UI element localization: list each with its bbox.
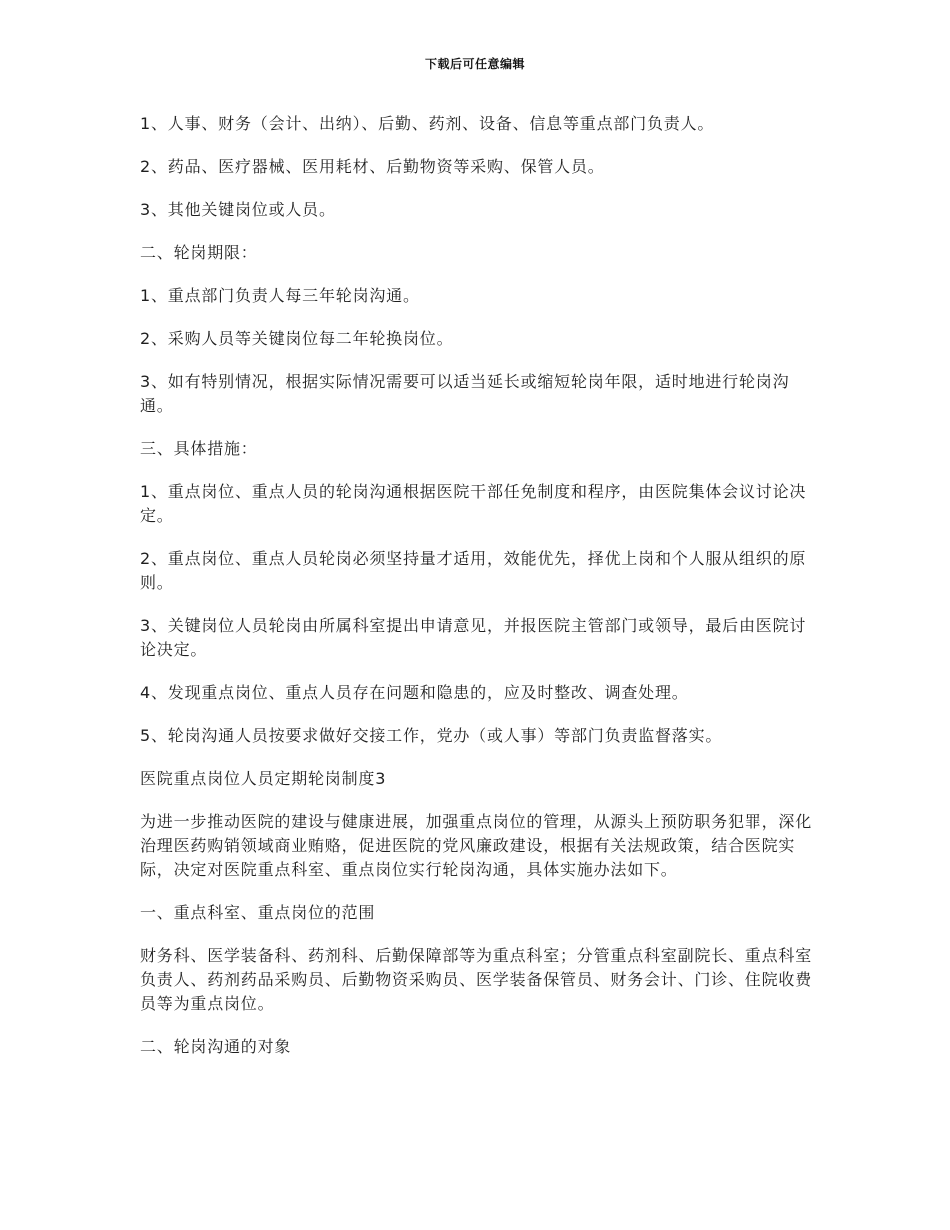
paragraph: 1、重点岗位、重点人员的轮岗沟通根据医院干部任免制度和程序，由医院集体会议讨论决定。: [140, 482, 807, 525]
section-heading: 三、具体措施：: [140, 439, 258, 458]
paragraph: 2、采购人员等关键岗位每二年轮换岗位。: [140, 329, 454, 348]
paragraph: 3、关键岗位人员轮岗由所属科室提出申请意见，并报医院主管部门或领导，最后由医院讨论决定。: [140, 616, 807, 659]
page-header-title: 下载后可任意编辑: [424, 57, 525, 71]
paragraph: 1、重点部门负责人每三年轮岗沟通。: [140, 286, 420, 305]
paragraph: 2、重点岗位、重点人员轮岗必须坚持量才适用，效能优先，择优上岗和个人服从组织的原则。: [140, 549, 807, 592]
paragraph: 3、如有特别情况，根据实际情况需要可以适当延长或缩短轮岗年限，适时地进行轮岗沟通。: [140, 372, 790, 415]
section-heading: 二、轮岗沟通的对象: [140, 1037, 292, 1056]
paragraph: 1、人事、财务（会计、出纳）、后勤、药剂、设备、信息等重点部门负责人。: [140, 114, 715, 133]
paragraph: 5、轮岗沟通人员按要求做好交接工作，党办（或人事）等部门负责监督落实。: [140, 726, 723, 745]
paragraph: 3、其他关键岗位或人员。: [140, 200, 336, 219]
document-title: 医院重点岗位人员定期轮岗制度3: [140, 769, 387, 788]
paragraph: 2、药品、医疗器械、医用耗材、后勤物资等采购、保管人员。: [140, 157, 605, 176]
section-heading: 二、轮岗期限：: [140, 243, 258, 262]
paragraph: 财务科、医学装备科、药剂科、后勤保障部等为重点科室；分管重点科室副院长、重点科室负责人、药剂药品采购员、后勤物资采购员、医学装备保管员、财务会计、门诊、住院收费员等为重点岗位。: [140, 946, 813, 1013]
document-body: [140, 112, 815, 1078]
paragraph: 为进一步推动医院的建设与健康进展，加强重点岗位的管理，从源头上预防职务犯罪，深化治理医药购销领域商业贿赂，促进医院的党风廉政建设，根据有关法规政策，结合医院实际，决定对医院重点科室、重点岗位实行轮岗沟通，具体实施办法如下。: [140, 812, 813, 879]
paragraph: 4、发现重点岗位、重点人员存在问题和隐患的，应及时整改、调查处理。: [140, 683, 689, 702]
section-heading: 一、重点科室、重点岗位的范围: [140, 903, 376, 922]
